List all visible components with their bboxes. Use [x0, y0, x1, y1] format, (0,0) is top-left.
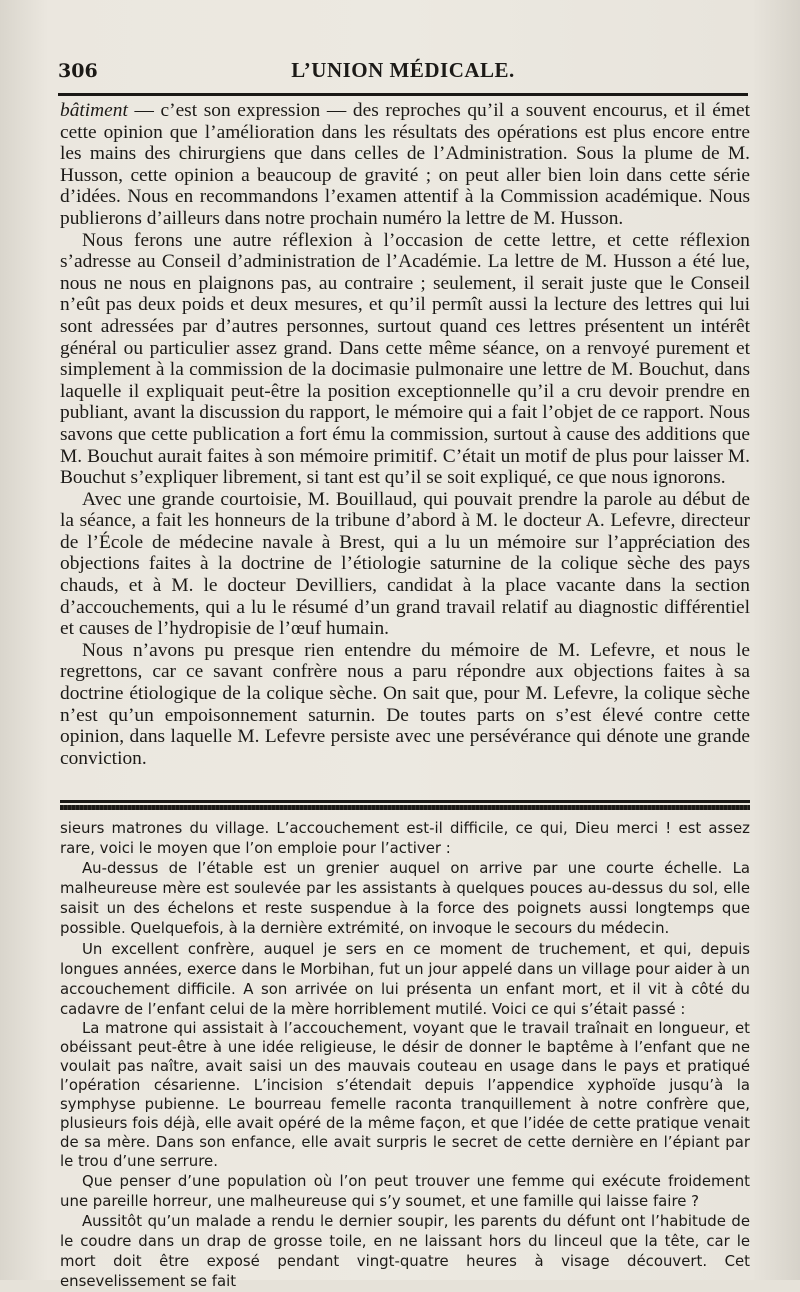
- main-paragraph-3: Avec une grande courtoisie, M. Bouillaud, qui pouvait prendre la parole au début de la séance, a fait les honneurs de la tribune d’abord à M. le docteur A. Lefevre, directeur de l’École de médecine navale à Brest, qui a lu un mémoire sur l’appréciation des objections faites à la doctrine de l’étiologie saturnine de la colique sèche des pays chauds, et à M. le docteur Devilliers, candidat à la place vacante dans la section d’accouchements, qui a lu le résumé d’un grand travail relatif au diagnostic différentiel et causes de l’hydropisie de l’œuf humain.: [60, 488, 750, 640]
- feuilleton-paragraph-4: La matrone qui assistait à l’accouchement, voyant que le travail traînait en longueur, et obéissant peut-être à une idée religieuse, le désir de donner le baptême à l’enfant que ne voulait pas naître, avait saisi un des mauvais couteau en usage dans le pays et pratiqué l’opération césarienne. L’incision s’étendait depuis l’appendice xyphoïde jusqu’à la symphyse pubienne. Le bourreau femelle raconta tranquillement à notre confrère que, plusieurs fois déjà, elle avait opéré de la même façon, et que l’idée de cette pratique venait de sa mère. Dans son enfance, elle avait surpris le secret de cette dernière en l’épiant par le trou d’une serrure.: [60, 1018, 750, 1170]
- feuilleton-paragraph-3: Un excellent confrère, auquel je sers en ce moment de truchement, et qui, depuis longues années, exerce dans le Morbihan, fut un jour appelé dans un village pour aider à un accouchement difficile. A son arrivée on lui présenta un enfant mort, et il vit à côté du cadavre de l’enfant celui de la mère horriblement mutilé. Voici ce qui s’était passé :: [60, 939, 750, 1018]
- header-rule: [58, 93, 748, 96]
- page-number: 306: [58, 60, 98, 82]
- feuilleton-separator-rule: [60, 800, 750, 812]
- italic-word: bâtiment: [60, 100, 128, 121]
- feuilleton-paragraph-2: Au-dessus de l’étable est un grenier auquel on arrive par une courte échelle. La malheureuse mère est soulevée par les assistants à quelques pouces au-dessus du sol, elle saisit un des échelons et reste suspendue à la force des poignets aussi longtemps que possible. Quelquefois, à la dernière extrémité, on invoque le secours du médecin.: [60, 859, 750, 938]
- feuilleton-text: [60, 818, 750, 1292]
- running-title: L’UNION MÉDICALE.: [291, 58, 515, 82]
- main-article-text: [60, 100, 750, 769]
- feuilleton-paragraph-1: sieurs matrones du village. L’accouchement est-il difficile, ce qui, Dieu merci ! est assez rare, voici le moyen que l’on emploie pour l’activer :: [60, 819, 750, 858]
- separator-line-bottom: [60, 805, 750, 810]
- main-paragraph-4: Nous n’avons pu presque rien entendre du mémoire de M. Lefevre, et nous le regrettons, car ce savant confrère nous a paru répondre aux objections faites à sa doctrine étiologique de la colique sèche. On sait que, pour M. Lefevre, la colique sèche n’est qu’un empoisonnement saturnin. De toutes parts on s’est élevé contre cette opinion, dans laquelle M. Lefevre persiste avec une persévérance qui dénote une grande conviction.: [60, 639, 750, 769]
- feuilleton-paragraph-5: Que penser d’une population où l’on peut trouver une femme qui exécute froidement une pareille horreur, une malheureuse qui s’y soumet, et une famille qui laisse faire ?: [60, 1171, 750, 1211]
- main-paragraph-1-text: — c’est son expression — des reproches qu’il a souvent encourus, et il émet cette opinion que l’amélioration dans les résultats des opérations est plus encore entre les mains des chirurgiens que dans celles de l’Administration. Sous la plume de M. Husson, cette opinion a beaucoup de gravité ; on peut aller bien loin dans cette série d’idées. Nous en recommandons l’examen attentif à la Commission académique. Nous publierons d’ailleurs dans notre prochain numéro la lettre de M. Husson.: [60, 100, 750, 229]
- feuilleton-paragraph-6: Aussitôt qu’un malade a rendu le dernier soupir, les parents du défunt ont l’habitude de le coudre dans un drap de grosse toile, en ne laissant hors du linceul que la tête, car le mort doit être exposé pendant vingt-quatre heures à visage découvert. Cet ensevelissement se fait: [60, 1212, 750, 1291]
- main-paragraph-2: Nous ferons une autre réflexion à l’occasion de cette lettre, et cette réflexion s’adresse au Conseil d’administration de l’Académie. La lettre de M. Husson a été lue, nous ne nous en plaignons pas, au contraire ; seulement, il serait juste que le Conseil n’eût pas deux poids et deux mesures, et qu’il permît aussi la lecture des lettres qui lui sont adressées par d’autres personnes, surtout quand ces lettres présentent un intérêt général ou particulier assez grand. Dans cette même séance, on a renvoyé purement et simplement à la commission de la docimasie pulmonaire une lettre de M. Bouchut, dans laquelle il expliquait peut-être la position exceptionnelle qu’il a cru devoir prendre en publiant, avant la discussion du rapport, le mémoire qui a fait l’objet de ce rapport. Nous savons que cette publication a fort ému la commission, surtout à cause des additions que M. Bouchut aurait faites à son mémoire primitif. C’était un motif de plus pour laisser M. Bouchut s’expliquer librement, si tant est qu’il se soit expliqué, ce que nous ignorons.: [60, 229, 750, 489]
- main-paragraph-1: [60, 100, 750, 230]
- separator-line-top: [60, 800, 750, 803]
- page-header: [58, 54, 748, 90]
